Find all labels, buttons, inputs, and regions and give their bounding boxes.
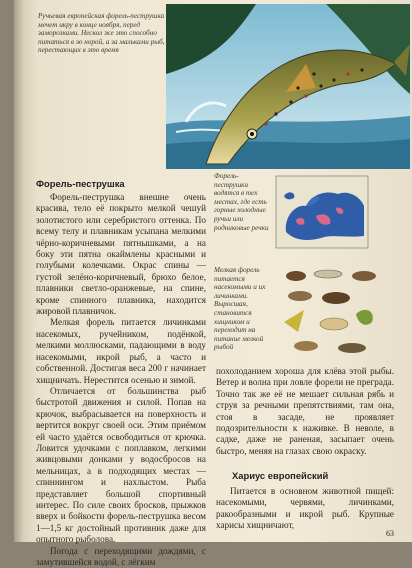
- section-title-grayling: Хариус европейский: [232, 470, 329, 481]
- paragraph-continued: похолоданием хороша для клёва этой рыбы. Ветер и волна при ловле форели не преграда. Точно так же её не мешает сильная рябь и струя за речными препятствиями, там она, стоя в засаде, не проявляет подозрительности к наживке. В неволе, в садке, даже не раненая, засыпает очень быстро, меняя на глазах свою окраску.: [216, 366, 394, 456]
- page-number: 63: [386, 529, 394, 538]
- caption-top: Ручьевая европейская форель-пеструшка мечет икру в конце ноября, перед заморозками. Нескол же это способно питаться в эо норой, а за мальками рыб, перестающих в это время: [38, 12, 165, 55]
- paragraph-4: Погода с переходящими дождями, с замутившейся водой, с лёгким: [36, 545, 206, 567]
- paragraph-1: Форель-пеструшка внешне очень красива, тело её покрыто мелкой чешуй золотистого или серебристого оттенка. По всему телу и плавникам усыпана мелкими чёрно-коричневыми пятнышками, а на боку эти пятна окаймлены красными и голубыми колечками. Окрас спины — густой зелёно-коричневый, брюхо белое, плавники светло-оранжевые, на спине, кроме спинного плавника, находится жировой плавничок.: [36, 192, 206, 317]
- caption-food: Мелкая форель питается насекомыми и их личинками. Выросшая, становится хищником и переходит на питание мелкой рыбой: [214, 266, 266, 352]
- section-title-trout: Форель-пеструшка: [36, 178, 125, 189]
- paragraph-2: Мелкая форель питается личинками насекомых, ручейником, подёнкой, мелкими моллюсками, падающими в воду насекомыми, икрой рыб, а часто и собственной. Достигая веса 200 г начинает хищничать. Нерестится осенью и зимой.: [36, 317, 206, 385]
- paragraph-3: Отличается от большинства рыб быстротой движения и силой. Попав на крючок, выбрасывается на поверхность и вертится вокруг своей оси. Этим приёмом ей часто удаётся освободиться от крючка. Ловится удочками с поплавком, легкими живцовыми донками у водосбросов на мельницах, а в подходящих местах — спиннингом и нахлыстом. Рыба представляет большой спортивный интерес. По силе своих бросков, прыжков вверх и бойкости форель-пеструшка весом 1—1,5 кг достойный противник даже для опытного рыболова.: [36, 385, 206, 545]
- trout-illustration: [166, 4, 410, 169]
- trout-article-text: [36, 192, 206, 568]
- right-column-text: [216, 366, 394, 457]
- book-gutter: [14, 0, 24, 542]
- book-page: [14, 0, 412, 567]
- grayling-article-text: [216, 486, 394, 532]
- caption-map: Форель-пеструшки водятся в тех местах, где есть горные холодные ручьи или родниковые речки: [214, 172, 269, 232]
- paragraph-grayling: Питается в основном животной пищей: насекомыми, червями, личинками, ракообразными и икрой рыб. Крупные харисы хищничают,: [216, 486, 394, 531]
- insects-illustration: [276, 262, 386, 362]
- europe-map: [276, 176, 368, 248]
